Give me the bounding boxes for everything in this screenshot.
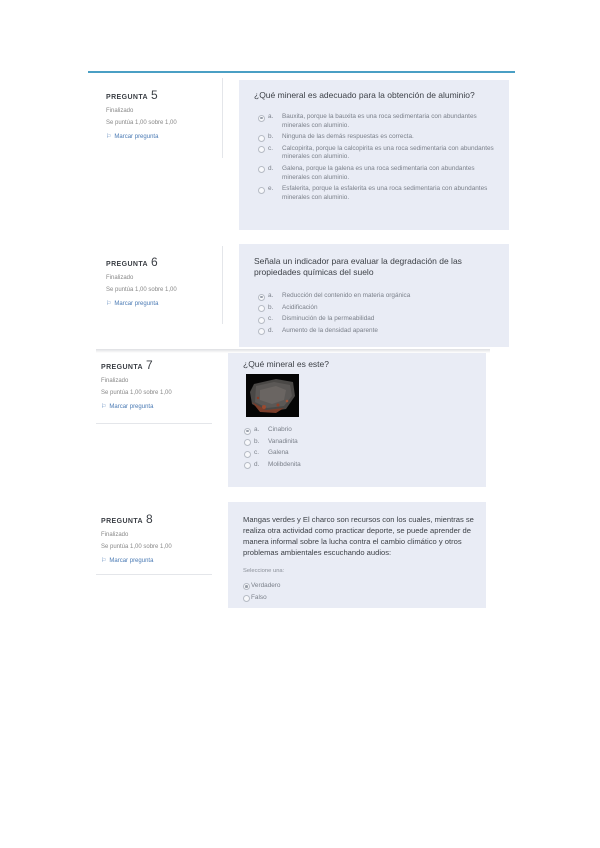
question-6-content xyxy=(239,244,509,347)
radio-button[interactable] xyxy=(244,428,251,435)
answer-letter: a. xyxy=(268,292,274,299)
answer-text: Galena, porque la galena es una roca sedimentaria con abundantes minerales con aluminio. xyxy=(282,164,475,181)
radio-button[interactable] xyxy=(258,305,265,312)
flag-icon: ⚐ xyxy=(101,558,107,564)
question-text: ¿Qué mineral es este? xyxy=(243,359,329,369)
flag-question-link[interactable] xyxy=(101,403,172,410)
answer-text: Aumento de la densidad aparente xyxy=(282,326,378,334)
question-text: Mangas verdes y El charco son recursos con los cuales, mientras se realiza otra actividad como practicar deporte, se puede aprender de manera informal sobre la lucha contra el cambio climático y otros problemas ambientales escuchando audios: xyxy=(243,515,474,557)
flag-question-link[interactable] xyxy=(101,557,172,564)
question-number: 7 xyxy=(145,358,154,372)
mineral-photo xyxy=(246,374,299,417)
question-score: Se puntúa 1,00 sobre 1,00 xyxy=(106,287,177,293)
question-heading xyxy=(101,512,172,526)
question-heading xyxy=(106,255,177,269)
radio-button[interactable] xyxy=(258,115,265,122)
answer-option-d[interactable] xyxy=(258,327,494,336)
divider xyxy=(96,423,212,424)
flag-question-label: Marcar pregunta xyxy=(109,403,154,410)
answer-text: Calcopirita, porque la calcopirita es una roca sedimentaria con abundantes minerales con aluminio. xyxy=(282,144,494,161)
question-label: PREGUNTA xyxy=(101,518,143,525)
flag-question-link[interactable] xyxy=(106,300,177,307)
answer-option-b[interactable] xyxy=(244,438,464,447)
flag-question-label: Marcar pregunta xyxy=(114,133,159,140)
answer-letter: a. xyxy=(254,426,260,433)
radio-button[interactable] xyxy=(258,317,265,324)
question-status: Finalizado xyxy=(106,275,134,281)
answer-letter: c. xyxy=(268,315,273,323)
answer-option-false[interactable] xyxy=(243,593,281,602)
answer-text: Vanadinita xyxy=(268,437,298,445)
radio-button[interactable] xyxy=(258,146,265,153)
question-8-content xyxy=(228,502,486,608)
answer-text: Esfalerita, porque la esfalerita es una roca sedimentaria con abundantes minerales con aluminio. xyxy=(282,185,488,201)
answer-letter: b. xyxy=(268,303,274,311)
flag-question-link[interactable] xyxy=(106,133,177,140)
question-label: PREGUNTA xyxy=(106,261,148,268)
answer-option-e[interactable] xyxy=(258,185,494,202)
flag-question-label: Marcar pregunta xyxy=(109,557,154,564)
answer-list xyxy=(244,426,464,472)
answer-letter: c. xyxy=(268,144,273,152)
flag-icon: ⚐ xyxy=(101,404,107,410)
radio-button[interactable] xyxy=(244,451,251,458)
question-5 xyxy=(106,88,177,140)
question-score: Se puntúa 1,00 sobre 1,00 xyxy=(106,120,177,126)
divider xyxy=(96,574,212,575)
answer-list xyxy=(258,113,494,205)
answer-letter: b. xyxy=(268,133,274,141)
radio-button[interactable] xyxy=(258,328,265,335)
question-text: Señala un indicador para evaluar la degradación de las propiedades químicas del suelo xyxy=(254,256,462,277)
answer-option-b[interactable] xyxy=(258,133,494,142)
radio-button[interactable] xyxy=(258,187,265,194)
answer-text: Ninguna de las demás respuestas es correcta. xyxy=(282,133,414,141)
answer-option-c[interactable] xyxy=(258,315,494,324)
radio-button[interactable] xyxy=(258,135,265,142)
answer-letter: a. xyxy=(268,113,274,120)
question-number: 6 xyxy=(150,255,159,269)
question-label: PREGUNTA xyxy=(101,364,143,371)
divider xyxy=(222,78,223,158)
question-score: Se puntúa 1,00 sobre 1,00 xyxy=(101,544,172,550)
answer-option-b[interactable] xyxy=(258,304,494,313)
question-number: 5 xyxy=(150,88,159,102)
radio-button[interactable] xyxy=(258,294,265,301)
flag-icon: ⚐ xyxy=(106,301,112,307)
radio-button[interactable] xyxy=(244,439,251,446)
question-number: 8 xyxy=(145,512,154,526)
answer-option-a[interactable] xyxy=(244,426,464,435)
answer-text: Reducción del contenido en materia orgánica xyxy=(282,292,411,299)
question-8 xyxy=(101,512,172,564)
select-one-label: Seleccione una: xyxy=(243,568,285,574)
answer-text: Falso xyxy=(251,594,267,601)
answer-text: Disminución de la permeabilidad xyxy=(282,315,375,323)
question-status: Finalizado xyxy=(106,108,134,114)
answer-option-a[interactable] xyxy=(258,113,494,130)
answer-text: Cinabrio xyxy=(268,426,292,433)
answer-option-c[interactable] xyxy=(258,145,494,162)
question-heading xyxy=(101,358,172,372)
answer-option-a[interactable] xyxy=(258,292,494,301)
answer-option-c[interactable] xyxy=(244,449,464,458)
answer-letter: d. xyxy=(268,326,274,334)
radio-button[interactable] xyxy=(244,462,251,469)
answer-option-d[interactable] xyxy=(258,165,494,182)
answer-text: Bauxita, porque la bauxita es una roca sedimentaria con abundantes minerales con aluminio. xyxy=(282,113,477,129)
answer-list xyxy=(243,581,281,605)
radio-button[interactable] xyxy=(243,595,250,602)
flag-icon: ⚐ xyxy=(106,134,112,140)
question-status: Finalizado xyxy=(101,378,129,384)
answer-letter: b. xyxy=(254,437,260,445)
question-text: ¿Qué mineral es adecuado para la obtención de aluminio? xyxy=(254,90,475,100)
question-label: PREGUNTA xyxy=(106,94,148,101)
flag-question-label: Marcar pregunta xyxy=(114,300,159,307)
divider xyxy=(222,246,223,324)
answer-list xyxy=(258,292,494,338)
answer-letter: e. xyxy=(268,185,274,193)
question-6 xyxy=(106,255,177,307)
question-status: Finalizado xyxy=(101,532,129,538)
question-7 xyxy=(101,358,172,410)
answer-letter: d. xyxy=(254,460,260,468)
question-5-content xyxy=(239,80,509,230)
answer-option-d[interactable] xyxy=(244,461,464,470)
answer-letter: d. xyxy=(268,164,274,172)
answer-option-true[interactable] xyxy=(243,581,281,590)
question-heading xyxy=(106,88,177,102)
radio-button[interactable] xyxy=(258,166,265,173)
answer-text: Molibdenita xyxy=(268,460,301,468)
question-score: Se puntúa 1,00 sobre 1,00 xyxy=(101,390,172,396)
answer-letter: c. xyxy=(254,449,259,457)
answer-text: Galena xyxy=(268,449,289,457)
page-top-accent-bar xyxy=(88,71,515,73)
answer-text: Acidificación xyxy=(282,303,318,311)
answer-text: Verdadero xyxy=(251,582,281,589)
radio-button[interactable] xyxy=(243,583,250,590)
